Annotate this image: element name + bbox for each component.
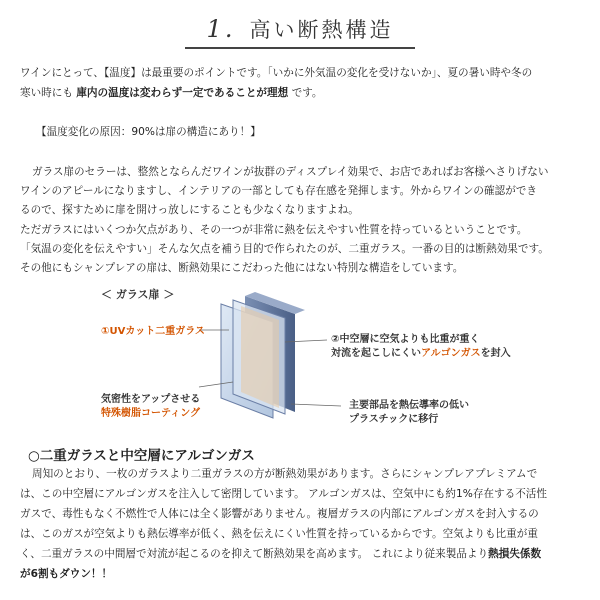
label-plastic-1: 主要部品を熱伝導率の低い [349, 400, 469, 411]
intro-line-1: ワインにとって、【温度】は最重要のポイントです。「いかに外気温の変化を受けないか」、夏の暑い時や冬の [20, 67, 533, 79]
label-argon-1: ②中空層に空気よりも比重が重く [331, 334, 480, 345]
diagram-heading: ＜ ガラス扉 ＞ [101, 288, 175, 301]
section-line-4: は、このガスが空気よりも熱伝導率が低く、熱を伝えにくい性質を持っているからです。空気よりも比重が重 [20, 528, 538, 540]
section-line-5: く、二重ガラスの中間層で対流が起こるのを抑えて断熱効果を高めます。 これにより従来製品より熱損失係数 [20, 548, 542, 560]
para-line-3: るので、探すために扉を開けっ放しにすることも少なくなりますよね。 [20, 204, 359, 216]
title-number: 1. [206, 15, 236, 43]
label-argon-2: 対流を起こしにくいアルゴンガスを封入 [331, 348, 511, 359]
intro-line-2: 寒い時にも 庫内の温度は変わらず一定であることが理想 です。 [20, 87, 323, 99]
section-line-3: ガスで、毒性もなく不燃性で人体には全く影響がありません。複層ガラスの内部にアルゴンガスを封入するの [20, 508, 539, 520]
page-title [0, 14, 600, 44]
section-line-2: は、この中空層にアルゴンガスを注入して密閉しています。 アルゴンガスは、空気中にも約1%存在する不活性 [20, 488, 547, 500]
para-line-2: ワインのアピールになりますし、インテリアの一部としても存在感を発揮します。外からワインの確認ができ [20, 185, 537, 197]
intro-emphasis: 庫内の温度は変わらず一定であることが理想 [76, 87, 289, 99]
para-line-4: ただガラスにはいくつか欠点があり、その一つが非常に熱を伝えやすい性質を持っているということです。 [20, 224, 528, 236]
heat-loss-emphasis: 熱損失係数 [488, 548, 542, 560]
para-line-5: 「気温の変化を伝えやすい」そんな欠点を補う目的で作られたのが、二重ガラス。一番の目的は断熱効果です。 [20, 243, 549, 255]
section-heading: ○二重ガラスと中空層にアルゴンガス [28, 448, 255, 464]
label-resin-2: 特殊樹脂コーティング [101, 408, 200, 419]
label-plastic-2: プラスチックに移行 [349, 414, 439, 425]
label-resin-1: 気密性をアップさせる [101, 394, 201, 405]
section-line-6: が6割もダウン！！ [20, 568, 113, 580]
para-line-6: その他にもシャンプレアの扉は、断熱効果にこだわった他にはない特別な構造をしています。 [20, 262, 464, 274]
title-underline [185, 47, 415, 49]
cause-note: 【温度変化の原因：90%は扉の構造にあり！】 [36, 126, 261, 138]
argon-emphasis: アルゴンガス [421, 348, 481, 359]
section-line-1: 周知のとおり、一枚のガラスより二重ガラスの方が断熱効果があります。さらにシャンプレアプレミアムで [32, 468, 538, 480]
title-text: 高い断熱構造 [249, 18, 394, 42]
label-uv-glass: ①UVカット二重ガラス [101, 326, 205, 337]
para-line-1: ガラス扉のセラーは、整然とならんだワインが抜群のディスプレイ効果で、お店であればお客様へさりげない [32, 166, 549, 178]
glass-door-diagram [95, 282, 515, 425]
